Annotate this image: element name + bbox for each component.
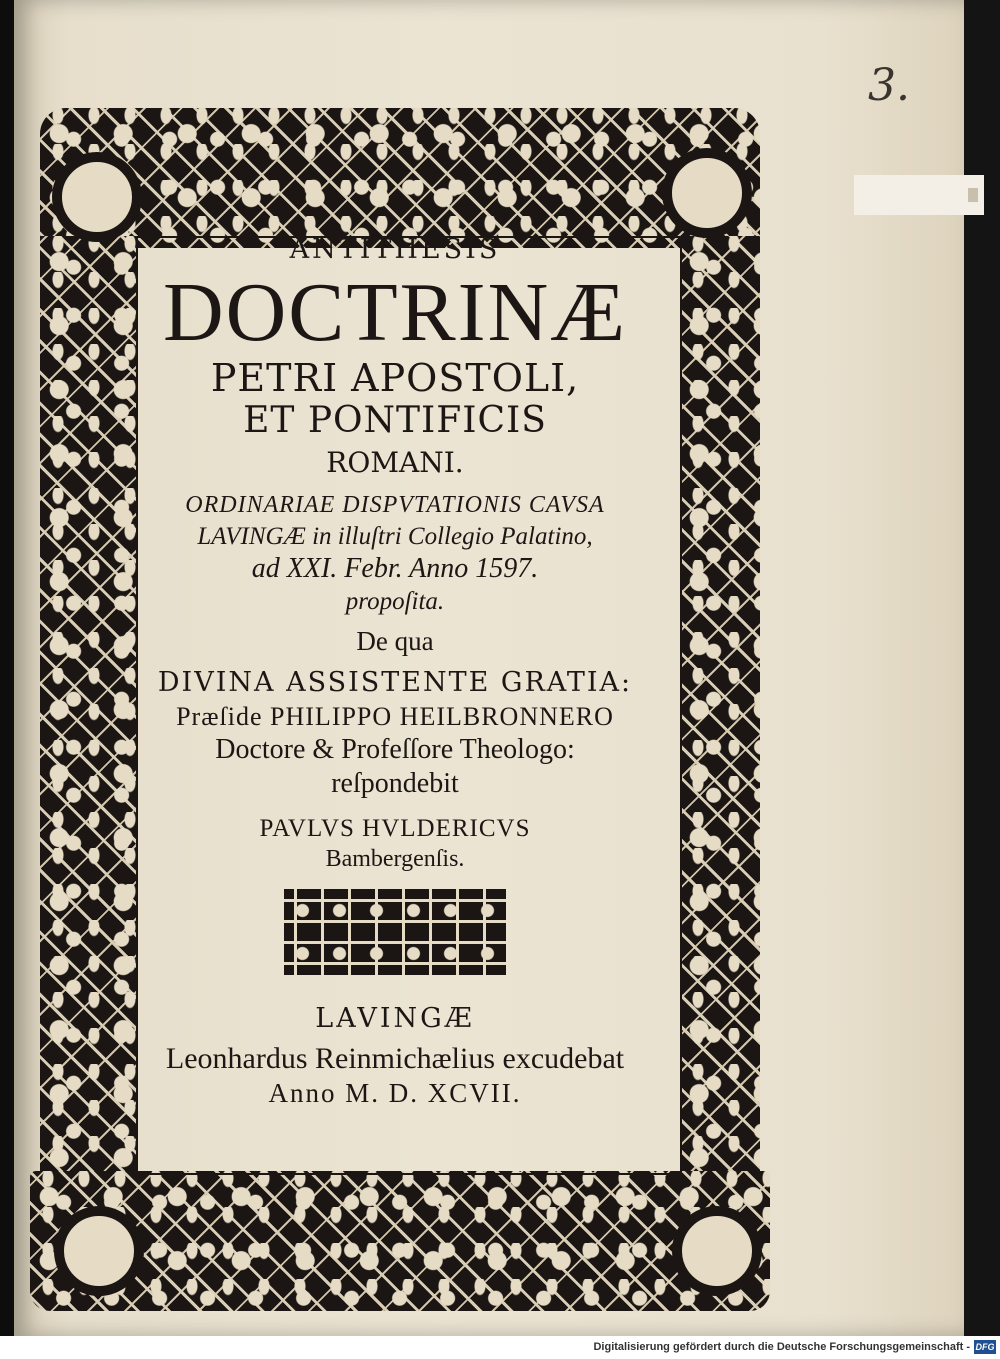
title-line-petri: PETRI APOSTOLI, <box>210 356 580 400</box>
scroll-ornament-bottom-right <box>672 1206 762 1296</box>
respondent-name: PAVLVS HVLDERICVS <box>259 815 531 842</box>
subtitle-ordinariae: ORDINARIAE DISPVTATIONIS CAVSA <box>185 492 605 518</box>
text-divina: DIVINA ASSISTENTE GRATIA: <box>157 667 633 698</box>
subtitle-lavingae: LAVINGÆ in illuſtri Collegio Palatino, <box>197 523 593 550</box>
subtitle-date: ad XXI. Febr. Anno 1597. <box>251 553 539 584</box>
border-right-ornament <box>680 236 760 1196</box>
scroll-ornament-left <box>52 152 142 242</box>
respondent-origin: Bambergenſis. <box>325 846 465 872</box>
title-line-doctrinae: DOCTRINÆ <box>162 266 627 359</box>
title-line-pontificis: ET PONTIFICIS <box>243 400 547 441</box>
title-line-romani: ROMANI. <box>326 446 464 479</box>
text-praeside: Præſide PHILIPPO HEILBRONNERO <box>176 702 614 731</box>
title-text-block <box>140 236 650 1107</box>
text-doctore: Doctore & Profeſſore Theologo: <box>215 734 575 765</box>
scroll-ornament-bottom-left <box>54 1206 144 1296</box>
paper-slip <box>854 175 984 215</box>
text-respondebit: reſpondebit <box>331 768 459 799</box>
border-top-ornament <box>40 108 760 248</box>
imprint-printer: Leonhardus Reinmichælius excudebat <box>165 1042 625 1075</box>
border-left-ornament <box>40 236 136 1196</box>
scroll-ornament-right <box>662 148 752 238</box>
slip-mark <box>968 188 978 202</box>
title-line-antithesis: ANTITHESIS <box>289 234 501 265</box>
dfg-logo-icon: DFG <box>975 1342 995 1352</box>
subtitle-proposita: propoſita. <box>345 588 445 615</box>
printer-ornament <box>284 889 506 975</box>
imprint-place: LAVINGÆ <box>315 1003 475 1034</box>
imprint-year: Anno M. D. XCVII. <box>268 1078 522 1108</box>
dfg-credit: Digitalisierung gefördert durch die Deutsche Forschungsgemeinschaft - <box>593 1341 970 1353</box>
folio-number: 3. <box>868 60 910 111</box>
text-de-qua: De qua <box>356 626 434 656</box>
